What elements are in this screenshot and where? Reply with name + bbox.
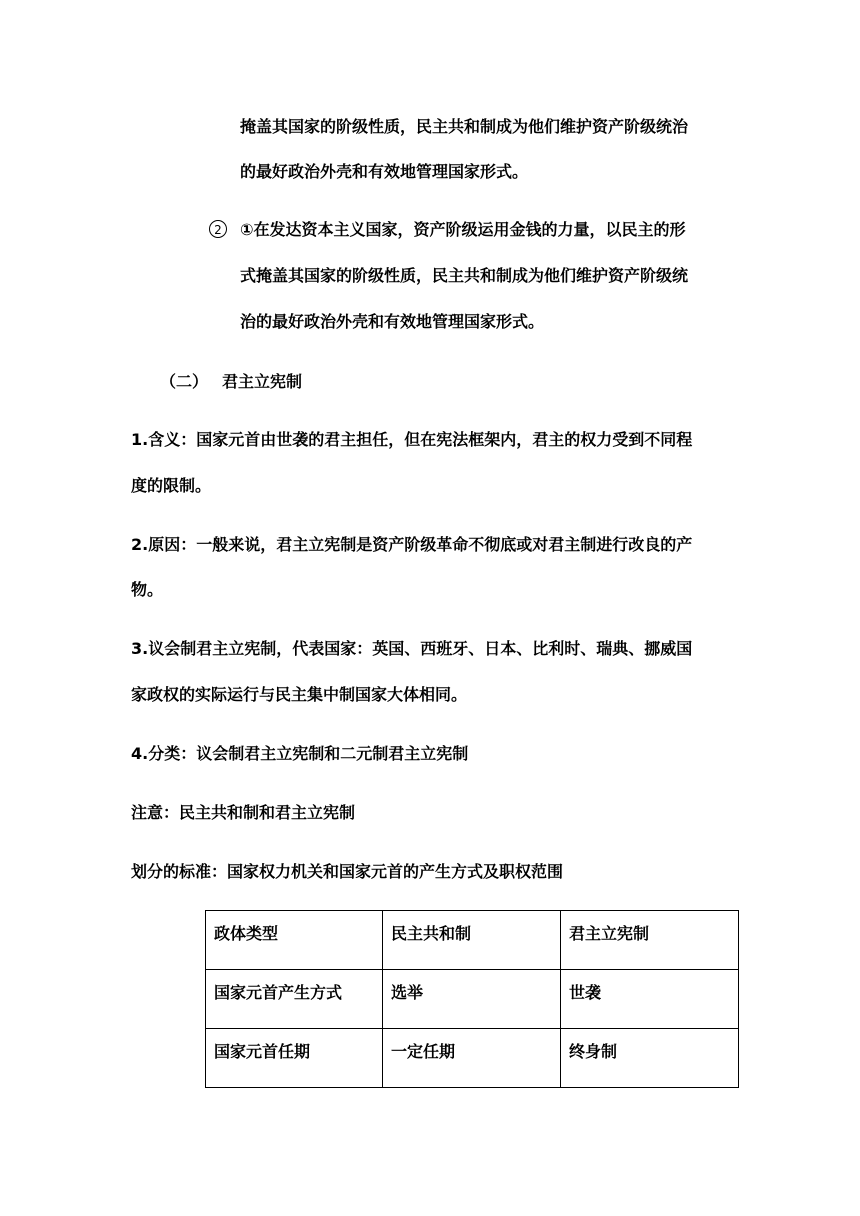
circled-number-marker: 2 [209,220,227,238]
point-2-line-2: 物。 [131,580,164,599]
table-header-cell: 民主共和制 [383,911,561,970]
item2-line-2: 式掩盖其国家的阶级性质，民主共和制成为他们维护资产阶级统 [240,266,689,285]
point-3-line-2: 家政权的实际运行与民主集中制国家大体相同。 [131,685,468,704]
table-cell: 世袭 [561,970,739,1029]
table-header-cell: 君主立宪制 [561,911,739,970]
item2-line-1: ①在发达资本主义国家，资产阶级运用金钱的力量，以民主的形 [240,220,686,239]
point-4: 4.分类：议会制君主立宪制和二元制君主立宪制 [131,744,469,763]
table-cell: 国家元首任期 [206,1029,383,1088]
point-3-line-1: 3.议会制君主立宪制，代表国家：英国、西班牙、日本、比利时、瑞典、挪威国 [131,639,693,658]
section-number: （二） [160,372,209,391]
point-2-line-1: 2.原因：一般来说，君主立宪制是资产阶级革命不彻底或对君主制进行改良的产 [131,535,693,554]
table-cell: 选举 [383,970,561,1029]
section-title: 君主立宪制 [222,372,303,391]
table-header-cell: 政体类型 [206,911,383,970]
criteria-line: 划分的标准：国家权力机关和国家元首的产生方式及职权范围 [131,862,564,881]
item2-line-3: 治的最好政治外壳和有效地管理国家形式。 [240,312,545,331]
table-cell: 一定任期 [383,1029,561,1088]
point-1-line-1: 1.含义：国家元首由世袭的君主担任，但在宪法框架内，君主的权力受到不同程 [131,430,693,449]
table-row [206,1029,739,1088]
point-1-line-2: 度的限制。 [131,476,212,495]
intro-line-1: 掩盖其国家的阶级性质，民主共和制成为他们维护资产阶级统治 [240,117,689,136]
table-cell: 终身制 [561,1029,739,1088]
table-header-row [206,911,739,970]
table-row [206,970,739,1029]
comparison-table [205,910,739,1088]
note-line: 注意：民主共和制和君主立宪制 [131,803,356,822]
intro-line-2: 的最好政治外壳和有效地管理国家形式。 [240,162,529,181]
table-cell: 国家元首产生方式 [206,970,383,1029]
